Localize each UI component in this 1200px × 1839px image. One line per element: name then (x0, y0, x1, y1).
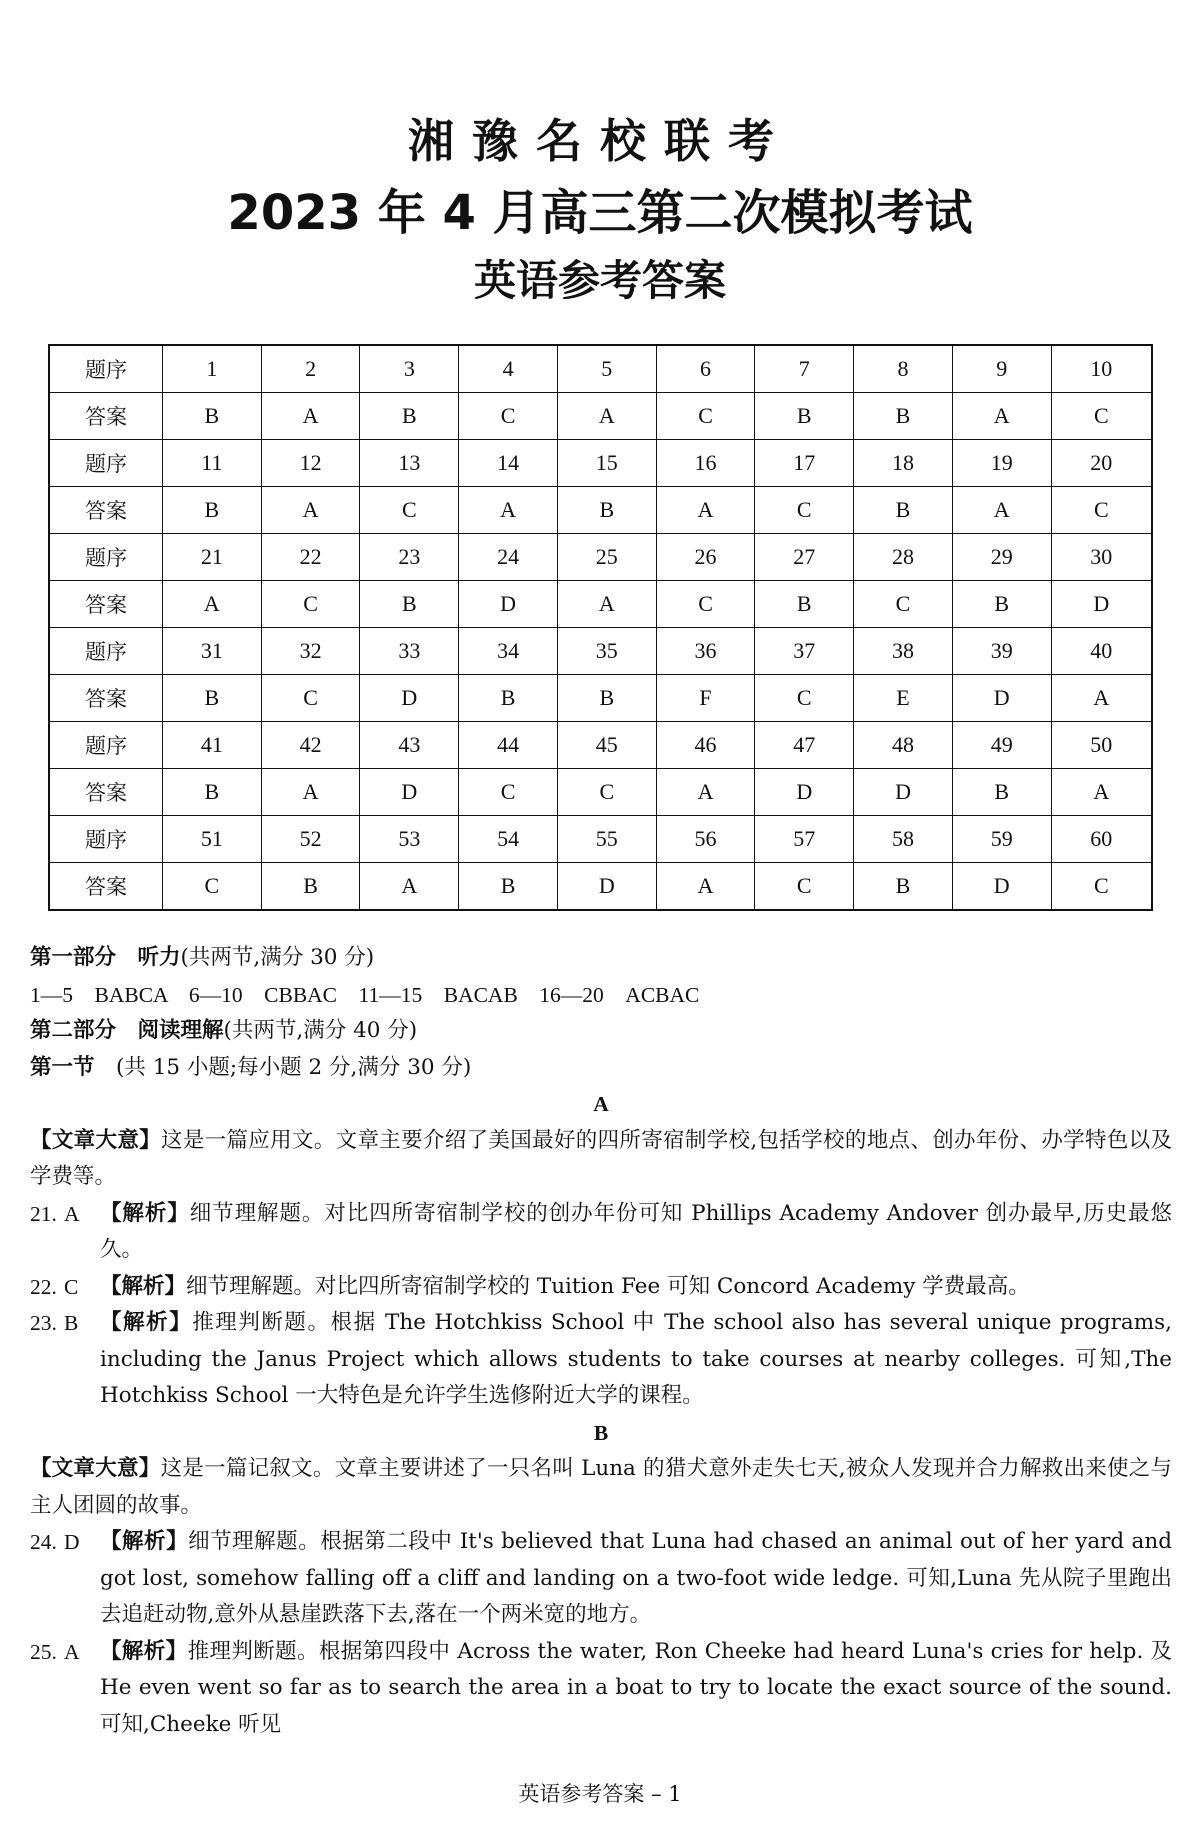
row-label: 答案 (49, 393, 163, 440)
page-footer: 英语参考答案 – 1 (518, 1782, 682, 1806)
table-cell: 2 (261, 345, 360, 393)
table-cell: A (557, 393, 656, 440)
section1-heading-line (30, 1050, 1172, 1087)
table-row (49, 487, 1152, 534)
table-cell: A (656, 863, 755, 911)
table-row (49, 581, 1152, 628)
table-cell: 9 (952, 345, 1051, 393)
table-row (49, 440, 1152, 487)
table-cell: A (360, 863, 459, 911)
table-row (49, 722, 1152, 769)
table-cell: 14 (459, 440, 558, 487)
table-cell: B (459, 863, 558, 911)
answer-letter: A (64, 1201, 80, 1226)
table-cell: 28 (854, 534, 953, 581)
table-cell: A (952, 487, 1051, 534)
table-cell: B (854, 487, 953, 534)
table-cell: 24 (459, 534, 558, 581)
table-cell: D (557, 863, 656, 911)
explanation-label: 【解析】 (100, 1638, 188, 1664)
row-label: 题序 (49, 345, 163, 393)
table-cell: 45 (557, 722, 656, 769)
explanation-item (30, 1196, 1172, 1269)
table-cell: C (656, 581, 755, 628)
table-row (49, 675, 1152, 722)
table-cell: 49 (952, 722, 1051, 769)
table-cell: 20 (1051, 440, 1152, 487)
table-cell: 40 (1051, 628, 1152, 675)
table-cell: B (755, 581, 854, 628)
table-cell: 11 (163, 440, 262, 487)
table-cell: 23 (360, 534, 459, 581)
table-cell: C (755, 675, 854, 722)
table-cell: C (459, 393, 558, 440)
table-cell: C (557, 769, 656, 816)
table-cell: 25 (557, 534, 656, 581)
explanation-item (30, 1269, 1172, 1306)
row-label: 题序 (49, 628, 163, 675)
table-cell: 12 (261, 440, 360, 487)
table-cell: 51 (163, 816, 262, 863)
table-cell: C (1051, 393, 1152, 440)
passage-a-title: A (593, 1092, 609, 1116)
table-cell: D (1051, 581, 1152, 628)
explanation-body: 细节理解题。对比四所寄宿制学校的创办年份可知 Phillips Academy Andover 创办最早,历史最悠久。 (100, 1200, 1172, 1262)
row-label: 题序 (49, 534, 163, 581)
table-cell: 56 (656, 816, 755, 863)
table-cell: 46 (656, 722, 755, 769)
table-cell: 47 (755, 722, 854, 769)
row-label: 答案 (49, 769, 163, 816)
table-cell: B (854, 863, 953, 911)
explanation-label: 【解析】 (100, 1529, 189, 1554)
table-row (49, 345, 1152, 393)
table-cell: 18 (854, 440, 953, 487)
table-cell: 30 (1051, 534, 1152, 581)
question-number: 21. (30, 1201, 57, 1226)
table-cell: D (952, 863, 1051, 911)
table-cell: 43 (360, 722, 459, 769)
table-cell: 42 (261, 722, 360, 769)
table-cell: 1 (163, 345, 262, 393)
question-number: 22. (30, 1274, 57, 1299)
table-row (49, 816, 1152, 863)
part2-heading: 第二部分 阅读理解 (30, 1018, 224, 1043)
table-cell: 53 (360, 816, 459, 863)
table-cell: C (459, 769, 558, 816)
table-cell: 22 (261, 534, 360, 581)
passage-b-items (30, 1524, 1172, 1743)
table-cell: 33 (360, 628, 459, 675)
table-cell: 59 (952, 816, 1051, 863)
table-cell: 19 (952, 440, 1051, 487)
table-cell: D (854, 769, 953, 816)
table-cell: A (952, 393, 1051, 440)
table-cell: B (557, 487, 656, 534)
table-cell: 57 (755, 816, 854, 863)
table-cell: D (952, 675, 1051, 722)
table-cell: 27 (755, 534, 854, 581)
summary-label: 【文章大意】 (30, 1456, 161, 1481)
row-label: 答案 (49, 581, 163, 628)
table-cell: C (163, 863, 262, 911)
table-cell: 29 (952, 534, 1051, 581)
table-cell: C (360, 487, 459, 534)
passage-a-items (30, 1196, 1172, 1415)
row-label: 题序 (49, 816, 163, 863)
table-cell: 39 (952, 628, 1051, 675)
explanation-item (30, 1305, 1172, 1415)
row-label: 答案 (49, 863, 163, 911)
explanation-text (100, 1269, 1172, 1306)
part1-answers: 1—5 BABCA 6—10 CBBAC 11—15 BACAB 16—20 ACBAC (30, 982, 700, 1007)
table-cell: A (557, 581, 656, 628)
table-cell: 16 (656, 440, 755, 487)
exam-org-title: 湘豫名校联考 (408, 114, 792, 168)
passage-b-title: B (593, 1420, 609, 1445)
table-cell: 13 (360, 440, 459, 487)
summary-label: 【文章大意】 (30, 1127, 161, 1153)
table-cell: 35 (557, 628, 656, 675)
table-cell: 32 (261, 628, 360, 675)
table-cell: 52 (261, 816, 360, 863)
explanation-text (100, 1524, 1172, 1634)
table-row (49, 534, 1152, 581)
table-cell: B (163, 393, 262, 440)
table-cell: 37 (755, 628, 854, 675)
part2-heading-line (30, 1013, 1172, 1050)
table-cell: 17 (755, 440, 854, 487)
table-cell: 55 (557, 816, 656, 863)
exam-title: 2023 年 4 月高三第二次模拟考试 (227, 185, 973, 241)
table-cell: 10 (1051, 345, 1152, 393)
explanation-text (100, 1196, 1172, 1269)
table-cell: 7 (755, 345, 854, 393)
answer-table (48, 344, 1153, 911)
answer-letter: C (64, 1274, 79, 1299)
table-cell: 5 (557, 345, 656, 393)
table-cell: B (163, 769, 262, 816)
explanation-text (100, 1634, 1172, 1744)
part2-note: (共两节,满分 40 分) (223, 1018, 418, 1043)
table-cell: 54 (459, 816, 558, 863)
table-cell: C (854, 581, 953, 628)
explanation-body: 推理判断题。根据 The Hotchkiss School 中 The school also has several unique programs, including the Janus Project which allows students to take courses at nearby colleges. 可知,The Hotchkiss School 一大特色是允许学生选修附近大学的课程。 (100, 1310, 1172, 1408)
table-cell: A (261, 769, 360, 816)
table-cell: 58 (854, 816, 953, 863)
explanation-body: 细节理解题。对比四所寄宿制学校的 Tuition Fee 可知 Concord Academy 学费最高。 (186, 1273, 1030, 1299)
table-row (49, 628, 1152, 675)
table-cell: D (360, 769, 459, 816)
table-cell: A (459, 487, 558, 534)
table-cell: 36 (656, 628, 755, 675)
table-cell: 48 (854, 722, 953, 769)
table-cell: D (360, 675, 459, 722)
table-row (49, 393, 1152, 440)
question-number: 24. (30, 1530, 57, 1554)
table-cell: 3 (360, 345, 459, 393)
table-cell: C (656, 393, 755, 440)
table-cell: 50 (1051, 722, 1152, 769)
table-cell: B (952, 769, 1051, 816)
table-cell: D (459, 581, 558, 628)
table-cell: 41 (163, 722, 262, 769)
table-cell: F (656, 675, 755, 722)
section1-note: (共 15 小题;每小题 2 分,满分 30 分) (94, 1054, 472, 1080)
table-cell: 21 (163, 534, 262, 581)
table-cell: B (163, 487, 262, 534)
table-row (49, 769, 1152, 816)
table-cell: C (755, 863, 854, 911)
table-cell: E (854, 675, 953, 722)
answer-letter: A (64, 1639, 80, 1664)
answer-letter: D (64, 1530, 80, 1554)
table-cell: C (261, 675, 360, 722)
explanation-text (100, 1305, 1172, 1415)
table-cell: 44 (459, 722, 558, 769)
table-cell: A (656, 487, 755, 534)
answer-explanations (30, 940, 1172, 1743)
explanation-label: 【解析】 (100, 1200, 190, 1226)
row-label: 题序 (49, 722, 163, 769)
summary-text: 这是一篇应用文。文章主要介绍了美国最好的四所寄宿制学校,包括学校的地点、创办年份、办学特色以及学费等。 (30, 1127, 1172, 1189)
table-cell: B (360, 581, 459, 628)
table-cell: A (261, 393, 360, 440)
part1-note: (共两节,满分 30 分) (180, 945, 375, 970)
table-cell: B (459, 675, 558, 722)
table-cell: A (1051, 675, 1152, 722)
answer-table-body (49, 345, 1152, 910)
explanation-label: 【解析】 (100, 1273, 187, 1299)
table-cell: 60 (1051, 816, 1152, 863)
explanation-body: 细节理解题。根据第二段中 It's believed that Luna had chased an animal out of her yard and got lost, somehow falling off a cliff and landing on a two-foot wide ledge. 可知,Luna 先从院子里跑出去追赶动物,意外从悬崖跌落下去,落在一个两米宽的地方。 (100, 1529, 1172, 1627)
row-label: 题序 (49, 440, 163, 487)
explanation-item (30, 1634, 1172, 1744)
document-header (0, 110, 1200, 312)
row-label: 答案 (49, 487, 163, 534)
table-cell: B (755, 393, 854, 440)
explanation-label: 【解析】 (100, 1310, 193, 1335)
table-cell: A (656, 769, 755, 816)
explanation-body: 推理判断题。根据第四段中 Across the water, Ron Cheeke had heard Luna's cries for help. 及 He even went so far as to search the area in a boat to try to locate the exact source of the sound. 可知,Cheeke 听见 (100, 1638, 1172, 1737)
table-cell: C (261, 581, 360, 628)
table-cell: B (261, 863, 360, 911)
table-cell: B (163, 675, 262, 722)
summary-text: 这是一篇记叙文。文章主要讲述了一只名叫 Luna 的猎犬意外走失七天,被众人发现并合力解救出来使之与主人团圆的故事。 (30, 1456, 1172, 1518)
table-cell: A (1051, 769, 1152, 816)
answer-letter: B (64, 1311, 79, 1335)
row-label: 答案 (49, 675, 163, 722)
table-cell: B (854, 393, 953, 440)
table-cell: 26 (656, 534, 755, 581)
table-cell: 31 (163, 628, 262, 675)
table-cell: D (755, 769, 854, 816)
table-cell: 8 (854, 345, 953, 393)
table-cell: 38 (854, 628, 953, 675)
table-cell: B (557, 675, 656, 722)
table-cell: C (1051, 487, 1152, 534)
answer-key-title: 英语参考答案 (473, 256, 726, 305)
table-cell: 34 (459, 628, 558, 675)
section1-heading: 第一节 (30, 1054, 95, 1080)
table-cell: A (261, 487, 360, 534)
table-cell: A (163, 581, 262, 628)
table-row (49, 863, 1152, 911)
table-cell: C (755, 487, 854, 534)
table-cell: 6 (656, 345, 755, 393)
part1-heading-line (30, 940, 1172, 977)
table-cell: B (952, 581, 1051, 628)
part1-heading: 第一部分 听力 (30, 945, 181, 970)
table-cell: 15 (557, 440, 656, 487)
passage-b-summary (30, 1451, 1172, 1524)
table-cell: B (360, 393, 459, 440)
table-cell: C (1051, 863, 1152, 911)
question-number: 23. (30, 1311, 57, 1335)
table-cell: 4 (459, 345, 558, 393)
explanation-item (30, 1524, 1172, 1634)
question-number: 25. (30, 1639, 57, 1664)
passage-a-summary (30, 1123, 1172, 1196)
